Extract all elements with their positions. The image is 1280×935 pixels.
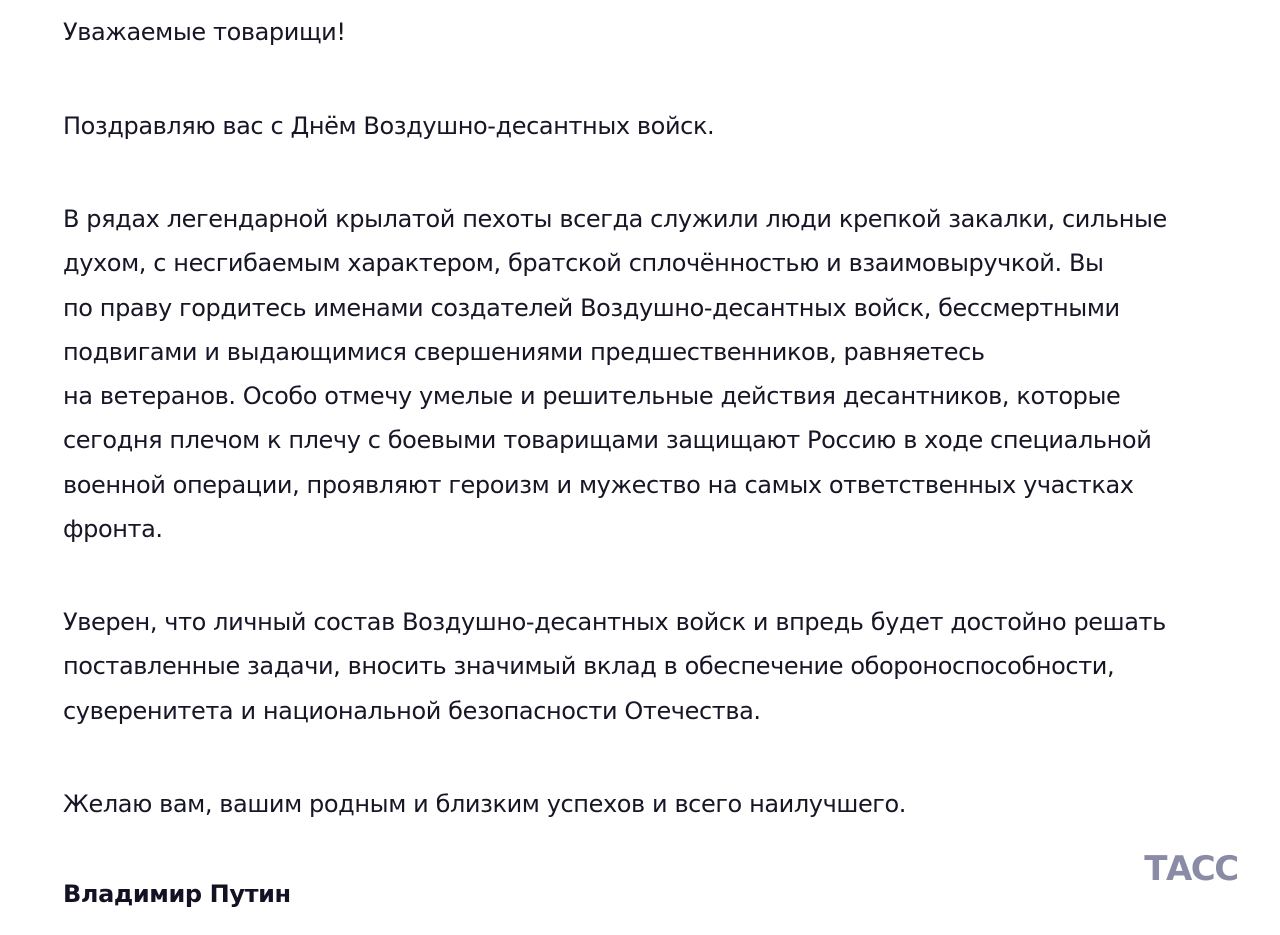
signature: [63, 872, 1253, 916]
tass-logo-icon: [1141, 849, 1241, 887]
paragraph-congratulation: [63, 104, 1253, 148]
paragraph-line: по праву гордитесь именами создателей Воздушно-десантных войск, бессмертными: [63, 293, 1120, 322]
paragraph-line: на ветеранов. Особо отмечу умелые и решительные действия десантников, которые: [63, 382, 1121, 411]
paragraph-wishes: [63, 782, 1253, 826]
tass-logo: [1141, 849, 1241, 887]
paragraph-confidence: [63, 600, 1253, 733]
paragraph-line: сегодня плечом к плечу с боевыми товарищами защищают Россию в ходе специальной: [63, 426, 1152, 455]
paragraph-line: военной операции, проявляют героизм и мужество на самых ответственных участках: [63, 470, 1134, 499]
paragraph-line: подвигами и выдающимися свершениями предшественников, равняетесь: [63, 337, 985, 366]
signature-name: Владимир Путин: [63, 880, 291, 908]
paragraph-line: Поздравляю вас с Днём Воздушно-десантных войск.: [63, 112, 715, 140]
paragraph-line: фронта.: [63, 515, 163, 544]
paragraph-line: суверенитета и национальной безопасности Отечества.: [63, 696, 761, 725]
greeting-text: Уважаемые товарищи!: [63, 18, 346, 46]
greeting: [63, 10, 1253, 54]
tass-logo-text: ТАСС: [1144, 849, 1238, 887]
paragraph-line: Желаю вам, вашим родным и близким успехов и всего наилучшего.: [63, 790, 907, 818]
paragraph-tribute: [63, 197, 1253, 551]
paragraph-line: поставленные задачи, вносить значимый вклад в обеспечение обороноспособности,: [63, 652, 1115, 681]
paragraph-line: духом, с несгибаемым характером, братской сплочённостью и взаимовыручкой. Вы: [63, 249, 1104, 278]
paragraph-line: В рядах легендарной крылатой пехоты всегда служили люди крепкой закалки, сильные: [63, 205, 1167, 233]
paragraph-line: Уверен, что личный состав Воздушно-десантных войск и впредь будет достойно решать: [63, 608, 1166, 636]
